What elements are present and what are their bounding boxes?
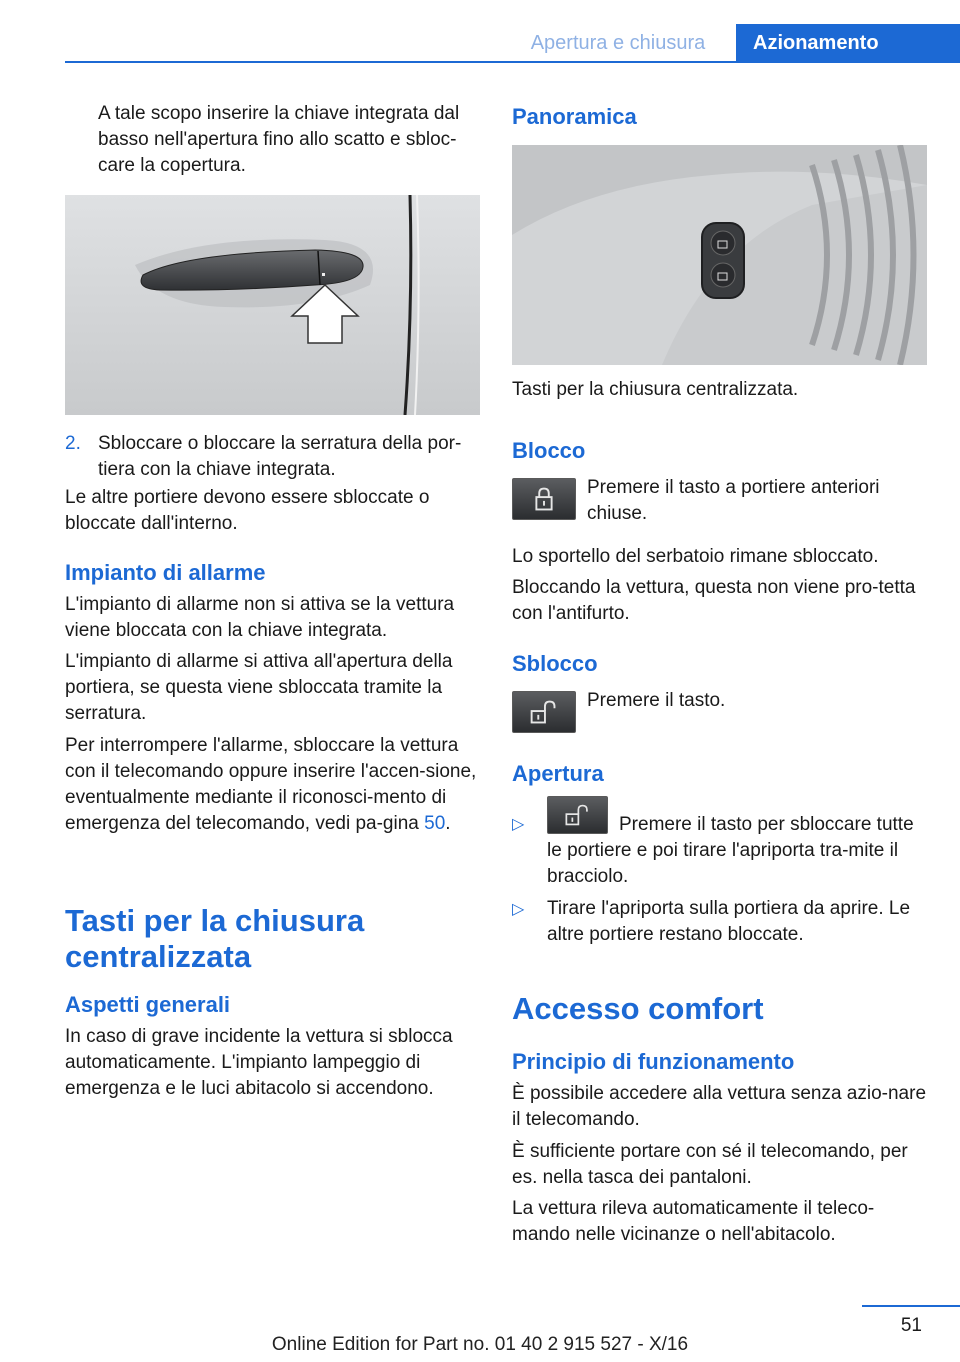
bullet-marker: ▷ <box>512 816 525 833</box>
open-bullet-1: Premere il tasto per sbloccare tutte le portiere e poi tirare l'apriporta tra-mite il bracciolo. <box>547 814 914 887</box>
bullet-marker: ▷ <box>512 901 525 918</box>
heading-principle: Principio di funzionamento <box>512 1049 795 1074</box>
heading-overview: Panoramica <box>512 104 637 129</box>
alarm-text: Per interrompere l'allarme, sbloccare la vettura con il telecomando oppure inserire l'accen-sione, eventualmente mediante il riconosci-mento di emergenza del telecomando, vedi pa-gina <box>65 735 477 834</box>
lock-icon <box>512 478 576 520</box>
heading-comfort-access: Accesso comfort <box>512 991 764 1026</box>
comfort-paragraph-1: È possibile accedere alla vettura senza azio-nare il telecomando. <box>512 1083 927 1130</box>
alarm-paragraph-3 <box>65 733 483 837</box>
door-handle-image <box>65 195 480 415</box>
header-tab: Azionamento <box>736 24 960 62</box>
heading-central-locking: Tasti per la chiusura centralizzata <box>65 903 365 974</box>
comfort-paragraph-3: La vettura rileva automaticamente il teleco-mando nelle vicinanze o nell'abitacolo. <box>512 1198 875 1245</box>
lock-paragraph-1: Lo sportello del serbatoio rimane sbloccato. <box>512 546 879 567</box>
comfort-paragraph-2: È sufficiente portare con sé il telecomando, per es. nella tasca dei pantaloni. <box>512 1141 908 1188</box>
alarm-text-end: . <box>445 813 451 834</box>
lock-paragraph-2: Bloccando la vettura, questa non viene pro-tetta con l'antifurto. <box>512 577 916 624</box>
step-text: Sbloccare o bloccare la serratura della por-tiera con la chiave integrata. <box>98 433 462 480</box>
unlock-text: Premere il tasto. <box>587 690 726 711</box>
step-number: 2. <box>65 433 81 454</box>
heading-open: Apertura <box>512 761 604 786</box>
header-section: Apertura e chiusura <box>530 32 706 54</box>
page-link[interactable]: 50 <box>424 813 446 834</box>
image-caption: Tasti per la chiusura centralizzata. <box>512 379 799 400</box>
footer-edition: Online Edition for Part no. 01 40 2 915 527 - X/16 <box>271 1334 689 1355</box>
unlock-icon <box>512 691 576 733</box>
open-bullet-2: Tirare l'apriporta sulla portiera da aprire. Le altre portiere restano bloccate. <box>547 898 911 945</box>
page-number: 51 <box>900 1315 922 1336</box>
heading-general: Aspetti generali <box>65 992 231 1017</box>
general-paragraph: In caso di grave incidente la vettura si sblocca automaticamente. L'impianto lampeggio di emergenza e le luci abitacolo si accendono. <box>65 1026 453 1099</box>
intro-paragraph: A tale scopo inserire la chiave integrata dal basso nell'apertura fino allo scatto e sbloc-care la copertura. <box>98 103 460 176</box>
alarm-paragraph-1: L'impianto di allarme non si attiva se la vettura viene bloccata con la chiave integrata. <box>65 594 455 641</box>
heading-lock: Blocco <box>512 438 586 463</box>
heading-alarm: Impianto di allarme <box>65 560 266 585</box>
alarm-paragraph-2: L'impianto di allarme si attiva all'apertura della portiera, se questa viene sbloccata tramite la serratura. <box>65 651 453 724</box>
header-rule <box>65 61 960 63</box>
central-locking-buttons-image <box>512 145 927 365</box>
paragraph-others: Le altre portiere devono essere sbloccate o bloccate dall'interno. <box>65 487 430 534</box>
step-2 <box>65 431 483 483</box>
footer-rule <box>862 1305 960 1307</box>
heading-unlock: Sblocco <box>512 651 598 676</box>
lock-text: Premere il tasto a portiere anteriori chiuse. <box>587 477 880 524</box>
